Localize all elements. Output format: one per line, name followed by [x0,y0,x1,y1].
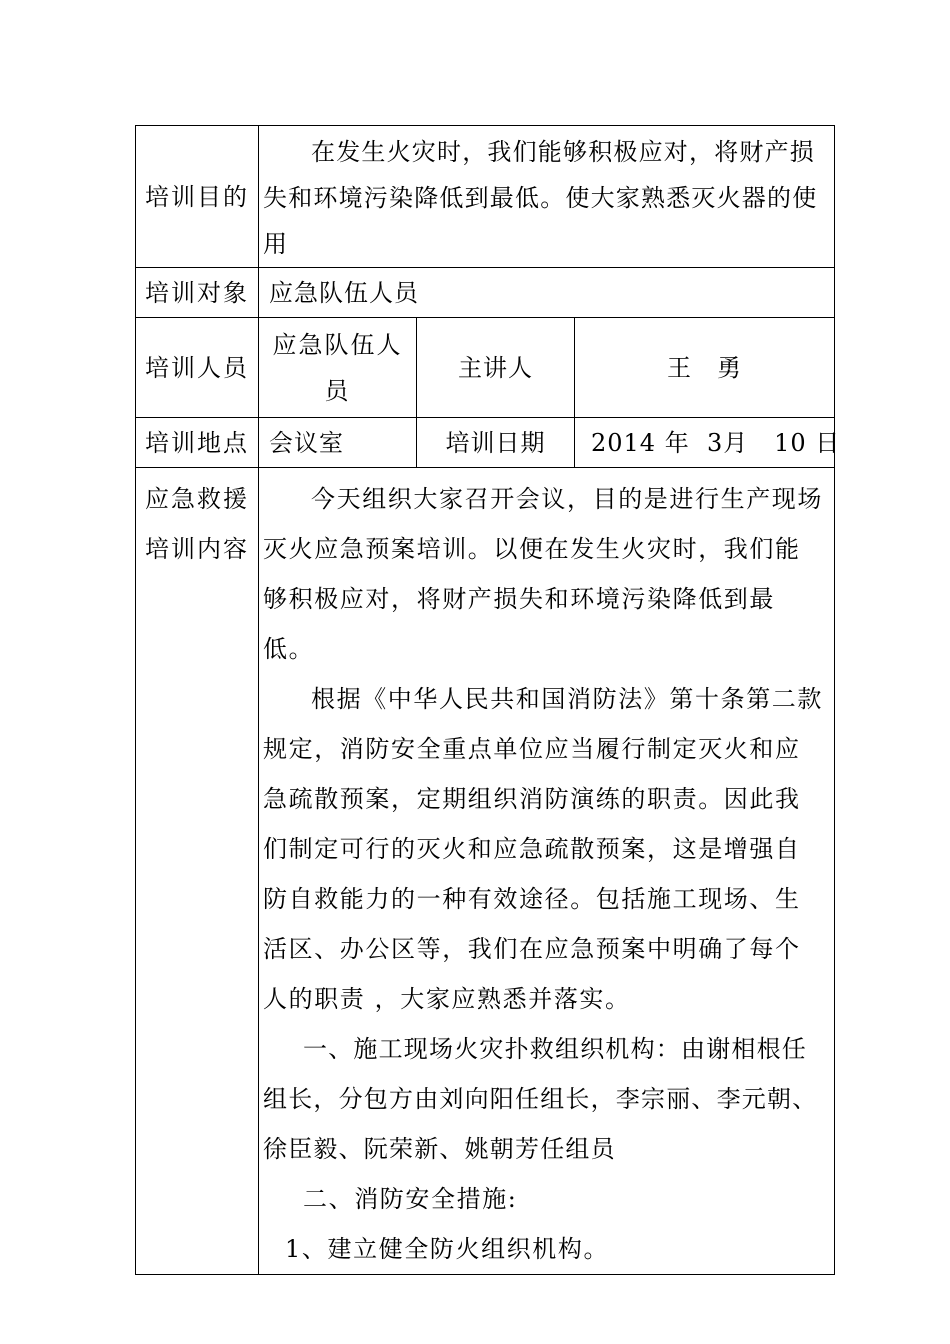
label-training-personnel: 培训人员 [136,318,259,418]
label-training-location: 培训地点 [136,418,259,468]
row-training-content [136,468,835,1275]
purpose-text: 在发生火灾时，我们能够积极应对，将财产损失和环境污染降低到最低。使大家熟悉灭火器的使用 [263,138,818,258]
value-training-location: 会议室 [259,418,417,468]
row-training-location [136,418,835,468]
label-training-purpose: 培训目的 [136,126,259,268]
training-record-table [135,125,841,1275]
value-training-target: 应急队伍人员 [259,268,835,318]
value-training-personnel: 应急队伍人员 [259,318,417,418]
content-paragraph-5: 1、建立健全防火组织机构。 [285,1235,610,1263]
content-paragraph-4: 二、消防安全措施: [303,1185,518,1213]
value-training-purpose [259,126,835,268]
value-training-date: 2014 年 3月 10 日 [575,418,835,468]
value-training-content [259,468,835,1275]
content-paragraph-1: 今天组织大家召开会议，目的是进行生产现场灭火应急预案培训。以便在发生火灾时，我们能够积极应对，将财产损失和环境污染降低到最低。 [263,485,823,663]
row-training-target [136,268,835,318]
row-training-personnel [136,318,835,418]
content-paragraph-2: 根据《中华人民共和国消防法》第十条第二款规定，消防安全重点单位应当履行制定灭火和应急疏散预案，定期组织消防演练的职责。因此我们制定可行的灭火和应急疏散预案，这是增强自防自救能力的一种有效途径。包括施工现场、生活区、办公区等，我们在应急预案中明确了每个人的职责 ，大家应熟悉并落实。 [263,685,823,1013]
label-lecturer: 主讲人 [417,318,575,418]
label-training-content: 应急救援培训内容 [136,468,259,1275]
value-lecturer: 王 勇 [575,318,835,418]
label-training-date: 培训日期 [417,418,575,468]
row-training-purpose [136,126,835,268]
label-training-target: 培训对象 [136,268,259,318]
content-paragraph-3: 一、施工现场火灾扑救组织机构：由谢相根任组长，分包方由刘向阳任组长，李宗丽、李元朝、徐臣毅、阮荣新、姚朝芳任组员 [263,1035,818,1163]
